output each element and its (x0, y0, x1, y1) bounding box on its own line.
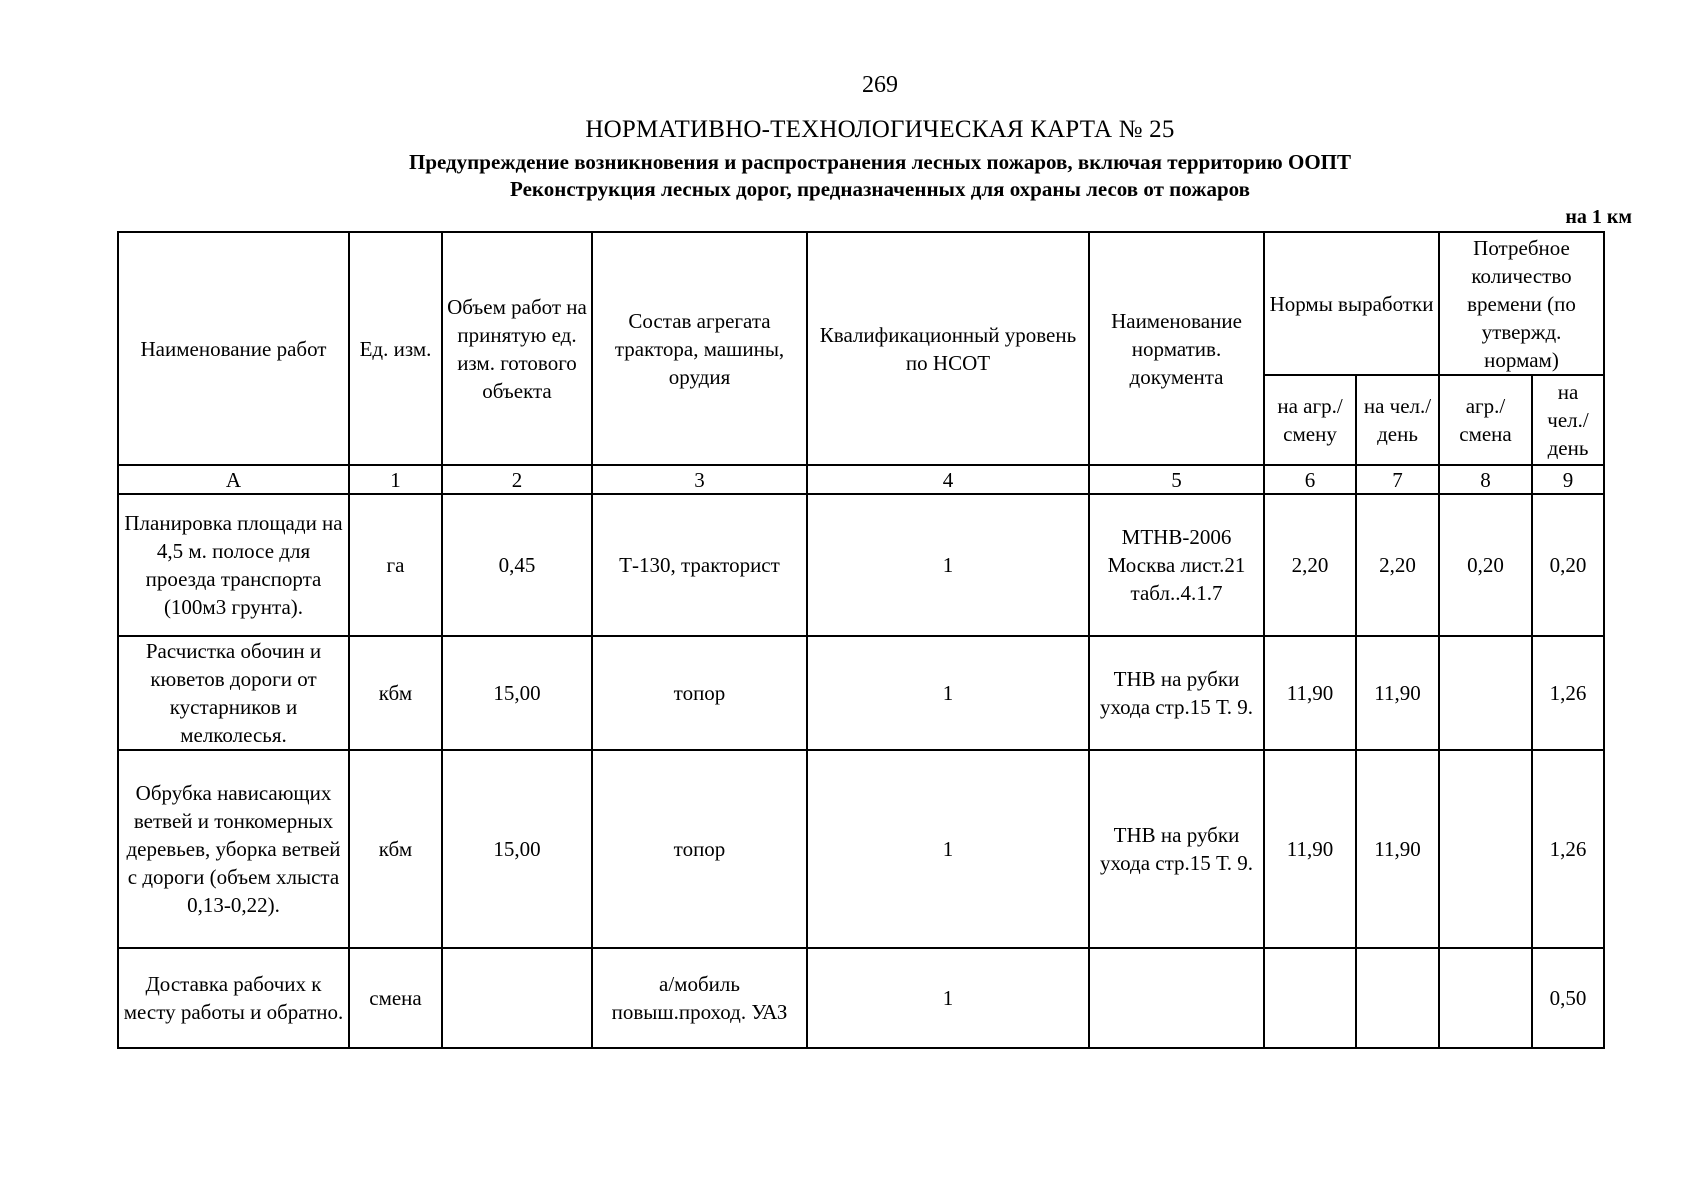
document-subtitle-section: Предупреждение возникновения и распространения лесных пожаров, включая территорию ООПТ (408, 150, 1351, 174)
cell-norm-unit-shift (1264, 948, 1356, 1048)
column-index: 3 (592, 465, 807, 494)
cell-document: ТНВ на рубки ухода стр.15 Т. 9. (1089, 636, 1264, 750)
cell-level: 1 (807, 636, 1089, 750)
header-time-person-day: на чел./ день (1532, 375, 1604, 465)
header-row (118, 232, 1604, 375)
cell-time-unit-shift (1439, 948, 1532, 1048)
column-index: 1 (349, 465, 442, 494)
cell-time-person-day: 1,26 (1532, 750, 1604, 948)
column-index-row (118, 465, 1604, 494)
cell-time-unit-shift (1439, 636, 1532, 750)
table-row (118, 494, 1604, 636)
cell-level: 1 (807, 948, 1089, 1048)
cell-volume: 15,00 (442, 636, 592, 750)
cell-time-person-day: 1,26 (1532, 636, 1604, 750)
cell-work: Доставка рабочих к месту работы и обратно. (118, 948, 349, 1048)
column-index: 7 (1356, 465, 1439, 494)
cell-document (1089, 948, 1264, 1048)
header-volume: Объем работ на принятую ед. изм. готового объекта (442, 232, 592, 465)
header-output-norms: Нормы выработки (1264, 232, 1439, 375)
column-index: 8 (1439, 465, 1532, 494)
column-index: 6 (1264, 465, 1356, 494)
header-composition: Состав агрегата трактора, машины, орудия (592, 232, 807, 465)
cell-level: 1 (807, 750, 1089, 948)
cell-document: МТНВ-2006 Москва лист.21 табл..4.1.7 (1089, 494, 1264, 636)
cell-time-unit-shift (1439, 750, 1532, 948)
header-time-needed: Потребное количество времени (по утвержд. нормам) (1439, 232, 1604, 375)
header-work-name: Наименование работ (118, 232, 349, 465)
document-title: НОРМАТИВНО-ТЕХНОЛОГИЧЕСКАЯ КАРТА № 25 (585, 116, 1175, 143)
column-index: 9 (1532, 465, 1604, 494)
cell-work: Расчистка обочин и кюветов дороги от кустарников и мелколесья. (118, 636, 349, 750)
document-subtitle-work: Реконструкция лесных дорог, предназначенных для охраны лесов от пожаров (510, 177, 1250, 201)
header-norm-per-person-day: на чел./ день (1356, 375, 1439, 465)
unit-note: на 1 км (1565, 206, 1632, 228)
cell-volume (442, 948, 592, 1048)
cell-unit: кбм (349, 750, 442, 948)
cell-norm-unit-shift: 11,90 (1264, 750, 1356, 948)
cell-norm-person-day (1356, 948, 1439, 1048)
cell-time-person-day: 0,20 (1532, 494, 1604, 636)
header-qualification: Квалификационный уровень по НСОТ (807, 232, 1089, 465)
cell-norm-person-day: 2,20 (1356, 494, 1439, 636)
cell-norm-unit-shift: 2,20 (1264, 494, 1356, 636)
column-index: А (118, 465, 349, 494)
column-index: 5 (1089, 465, 1264, 494)
page-number: 269 (862, 72, 898, 98)
cell-document: ТНВ на рубки ухода стр.15 Т. 9. (1089, 750, 1264, 948)
header-time-unit-shift: агр./ смена (1439, 375, 1532, 465)
cell-composition: Т-130, тракторист (592, 494, 807, 636)
column-index: 4 (807, 465, 1089, 494)
cell-volume: 0,45 (442, 494, 592, 636)
cell-norm-person-day: 11,90 (1356, 750, 1439, 948)
cell-time-unit-shift: 0,20 (1439, 494, 1532, 636)
header-norm-per-unit-shift: на агр./ смену (1264, 375, 1356, 465)
norms-table (117, 231, 1605, 1049)
cell-volume: 15,00 (442, 750, 592, 948)
cell-level: 1 (807, 494, 1089, 636)
cell-composition: топор (592, 750, 807, 948)
cell-unit: смена (349, 948, 442, 1048)
cell-composition: а/мобиль повыш.проход. УАЗ (592, 948, 807, 1048)
cell-work: Планировка площади на 4,5 м. полосе для проезда транспорта (100м3 грунта). (118, 494, 349, 636)
cell-unit: кбм (349, 636, 442, 750)
cell-composition: топор (592, 636, 807, 750)
cell-unit: га (349, 494, 442, 636)
table-row (118, 948, 1604, 1048)
cell-norm-person-day: 11,90 (1356, 636, 1439, 750)
header-normative-document: Наименование норматив. документа (1089, 232, 1264, 465)
header-unit: Ед. изм. (349, 232, 442, 465)
column-index: 2 (442, 465, 592, 494)
cell-work: Обрубка нависающих ветвей и тонкомерных деревьев, уборка ветвей с дороги (объем хлыста 0,13-0,22). (118, 750, 349, 948)
table-row (118, 750, 1604, 948)
cell-time-person-day: 0,50 (1532, 948, 1604, 1048)
table-row (118, 636, 1604, 750)
cell-norm-unit-shift: 11,90 (1264, 636, 1356, 750)
